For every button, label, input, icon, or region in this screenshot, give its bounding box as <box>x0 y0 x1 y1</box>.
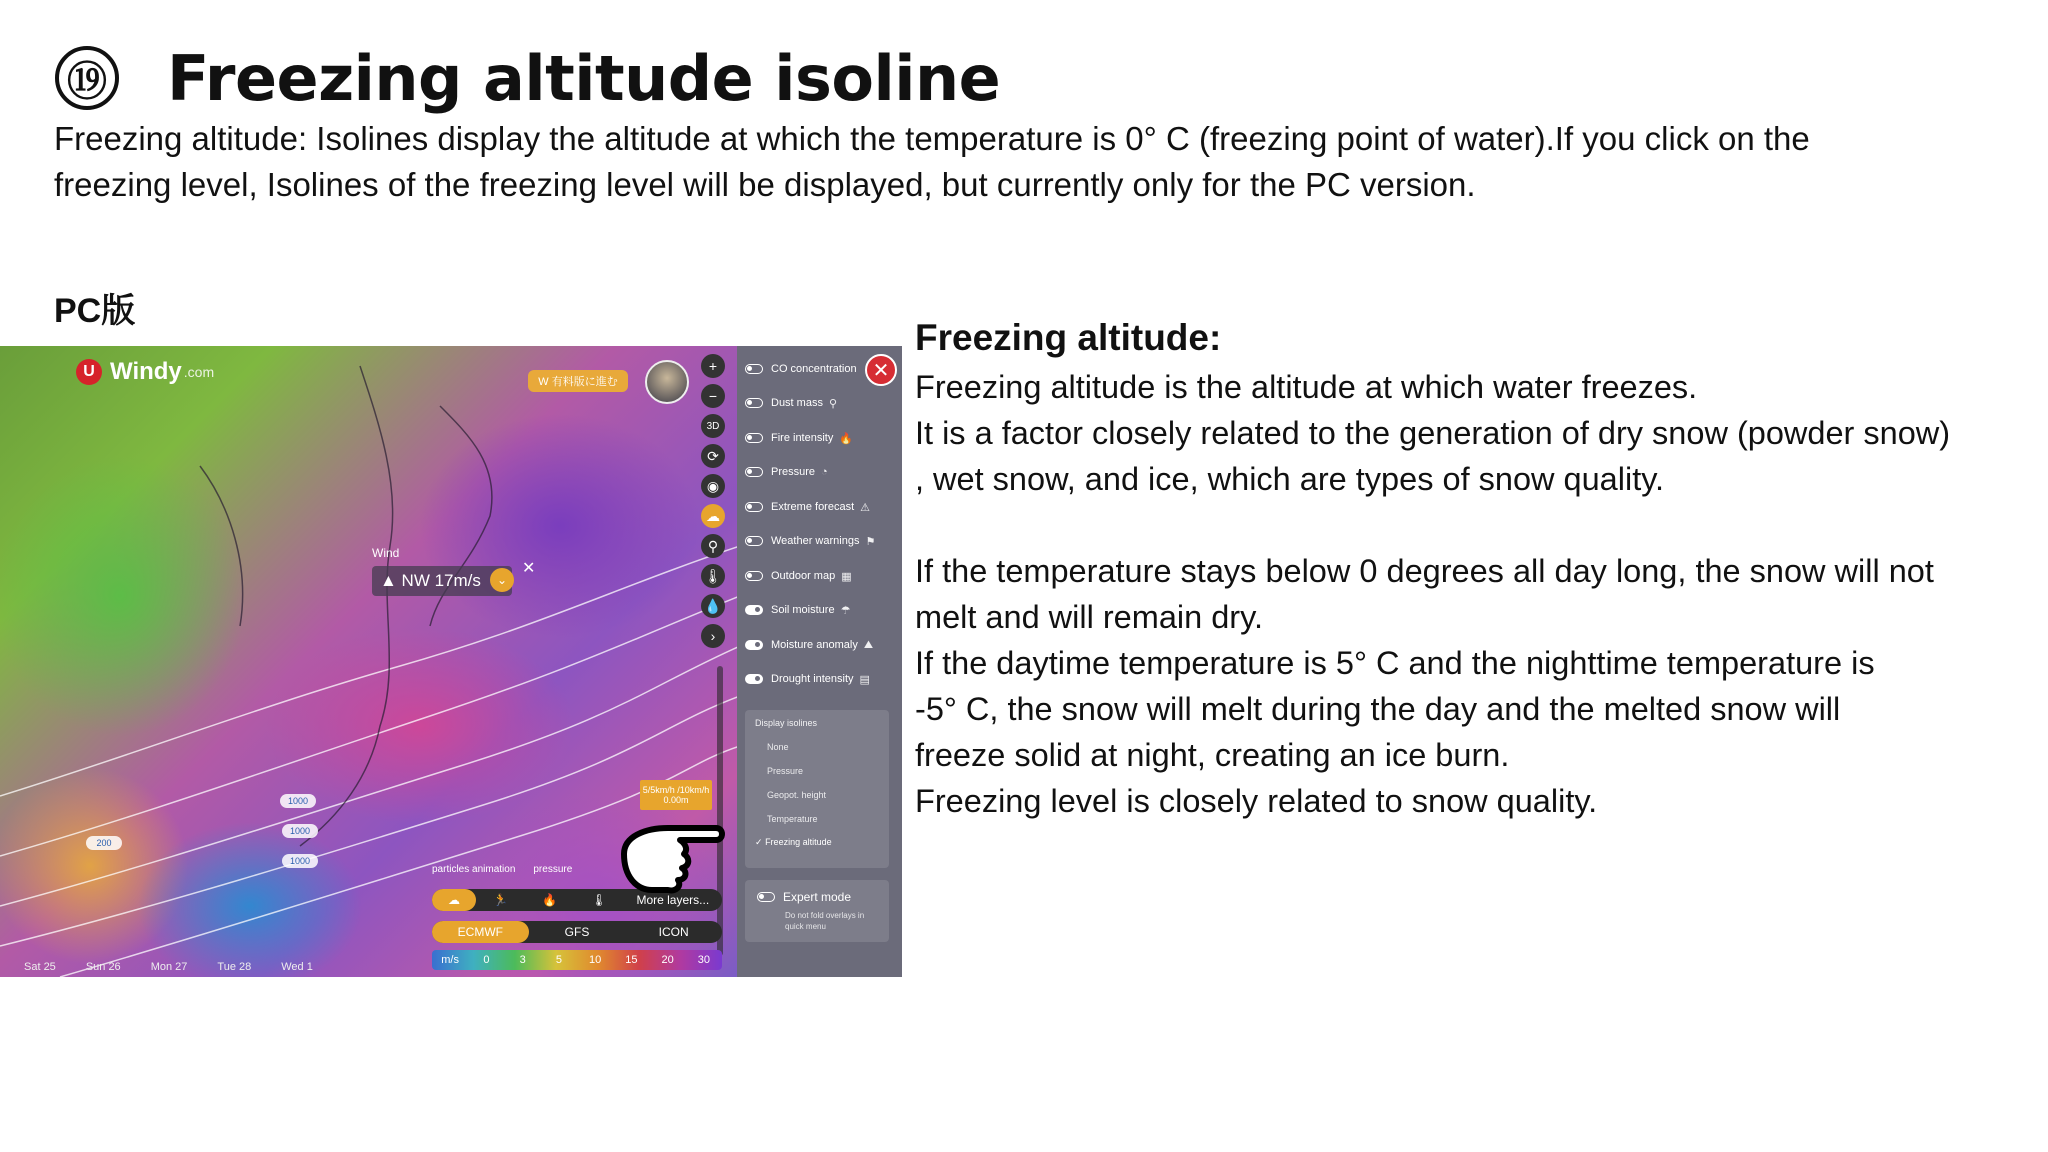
user-avatar[interactable] <box>645 360 689 404</box>
scale-value: 15 <box>625 954 638 966</box>
map-options <box>432 864 572 875</box>
pressure-toggle[interactable]: pressure <box>533 864 573 875</box>
isoline-label: 1000 <box>282 824 318 838</box>
model-icon[interactable]: ICON <box>658 925 689 939</box>
toggle-icon <box>745 364 763 374</box>
chevron-right-icon[interactable]: › <box>701 624 725 648</box>
intro-line: Freezing altitude: Isolines display the altitude at which the temperature is 0° C (freezing point of water).If you click on the <box>54 120 1810 157</box>
dust-icon: ⚲ <box>828 397 838 410</box>
isoline-option-pressure[interactable]: Pressure <box>767 766 804 776</box>
pin-icon[interactable]: ⚲ <box>701 534 725 558</box>
explanation-line: melt and will remain dry. <box>915 599 1263 635</box>
cloud-icon[interactable]: ☁ <box>432 889 476 911</box>
slide-title <box>55 38 1000 118</box>
windy-logo[interactable] <box>76 358 214 386</box>
explanation-heading: Freezing altitude: <box>915 317 1222 358</box>
model-ecmwf[interactable]: ECMWF <box>432 921 529 943</box>
toggle-icon <box>745 605 763 615</box>
refresh-icon[interactable]: ⟳ <box>701 444 725 468</box>
timeline[interactable] <box>0 961 454 977</box>
menu-item-outdoor-map[interactable] <box>745 563 852 589</box>
gauge-icon: ◔ <box>821 466 828 478</box>
menu-item-drought-intensity[interactable] <box>745 666 870 692</box>
menu-item-label: Extreme forecast <box>771 501 855 513</box>
menu-item-moisture-anomaly[interactable] <box>745 632 873 658</box>
zoom-out-button[interactable]: − <box>701 384 725 408</box>
isoline-option-none[interactable]: None <box>767 742 789 752</box>
flag-icon: ⚑ <box>865 535 876 548</box>
menu-item-label: Outdoor map <box>771 570 836 582</box>
windy-logo-icon: U <box>76 359 102 385</box>
fire-icon: 🔥 <box>839 432 854 445</box>
isoline-option-freezing-altitude[interactable] <box>755 837 832 848</box>
menu-item-dust-mass[interactable] <box>745 390 837 416</box>
pc-version-label: PC版 <box>54 292 136 330</box>
scale-unit: m/s <box>441 954 459 966</box>
isoline-option-label: Freezing altitude <box>765 837 832 847</box>
drop-icon[interactable]: 💧 <box>701 594 725 618</box>
warning-icon: ⚠ <box>860 501 871 514</box>
explanation-line: freeze solid at night, creating an ice burn. <box>915 737 1510 773</box>
3d-button[interactable]: 3D <box>701 414 725 438</box>
menu-item-label: Dust mass <box>771 397 823 409</box>
map-scrollbar[interactable] <box>717 666 723 956</box>
runner-icon[interactable]: 🏃 <box>493 893 509 907</box>
explanation-line: -5° C, the snow will melt during the day and the melted snow will <box>915 691 1841 727</box>
timeline-day[interactable]: Tue 28 <box>217 961 252 973</box>
menu-item-label: CO concentration <box>771 363 857 375</box>
weather-map[interactable] <box>0 346 740 977</box>
scale-value: 30 <box>697 954 710 966</box>
timeline-day[interactable]: Wed 1 <box>281 961 313 973</box>
explanation-line: Freezing altitude is the altitude at which water freezes. <box>915 369 1698 405</box>
scale-value: 20 <box>661 954 674 966</box>
thermometer-icon[interactable]: 🌡 <box>701 564 725 588</box>
pointing-hand-icon <box>616 814 726 894</box>
wind-label: Wind <box>372 546 400 560</box>
timeline-day[interactable]: Sun 26 <box>85 961 121 973</box>
color-scale <box>432 950 722 970</box>
title-number: ⑲ <box>55 46 119 110</box>
isoline-label: 200 <box>86 836 122 850</box>
menu-item-label: Pressure <box>771 466 816 478</box>
toggle-icon <box>745 674 763 684</box>
premium-button[interactable]: W 有料版に進む <box>528 370 628 392</box>
close-icon[interactable]: ✕ <box>522 560 536 577</box>
menu-item-weather-warnings[interactable] <box>745 528 875 554</box>
menu-item-pressure[interactable] <box>745 459 828 485</box>
toggle-icon <box>745 467 763 477</box>
explanation-line: Freezing level is closely related to snow quality. <box>915 783 1598 819</box>
timeline-day[interactable]: Mon 27 <box>150 961 188 973</box>
explanation-line: , wet snow, and ice, which are types of snow quality. <box>915 461 1665 497</box>
menu-item-label: Moisture anomaly <box>771 639 858 651</box>
windy-logo-text: Windy <box>110 358 182 385</box>
menu-item-label: Fire intensity <box>771 432 834 444</box>
expert-mode-toggle[interactable] <box>757 890 851 904</box>
mountain-icon: ⛰ <box>863 638 874 651</box>
toggle-icon <box>757 892 775 902</box>
drought-icon: ▤ <box>859 673 870 686</box>
intro-line: freezing level, Isolines of the freezing level will be displayed, but currently only for the PC version. <box>54 166 1476 203</box>
model-selector <box>432 921 722 943</box>
toggle-icon <box>745 640 763 650</box>
menu-item-soil-moisture[interactable] <box>745 597 850 623</box>
menu-item-co-concentration[interactable] <box>745 356 857 382</box>
menu-item-fire-intensity[interactable] <box>745 425 853 451</box>
particles-toggle[interactable]: particles animation <box>432 864 516 875</box>
thermometer-icon[interactable]: 🌡 <box>591 893 607 907</box>
soil-icon: ☂ <box>840 604 851 617</box>
title-text: Freezing altitude isoline <box>167 41 1001 115</box>
explanation-text <box>915 312 2040 824</box>
intro-text <box>54 116 2004 208</box>
menu-item-label: Soil moisture <box>771 604 835 616</box>
zoom-in-button[interactable]: + <box>701 354 725 378</box>
toggle-icon <box>745 502 763 512</box>
isolines-selector <box>745 710 889 868</box>
scale-value: 5 <box>555 954 562 966</box>
menu-item-extreme-forecast[interactable] <box>745 494 870 520</box>
map-icon: ▦ <box>841 570 852 583</box>
map-controls <box>700 354 726 648</box>
scale-value: 3 <box>519 954 526 966</box>
fire-icon[interactable]: 🔥 <box>542 893 558 907</box>
explanation-line: If the temperature stays below 0 degrees all day long, the snow will not <box>915 553 1934 589</box>
picker-info-box: 5/5km/h /10km/h 0.00m <box>640 780 712 810</box>
scale-value: 10 <box>589 954 602 966</box>
isoline-label: 1000 <box>282 854 318 868</box>
toggle-icon <box>745 536 763 546</box>
layers-menu-panel <box>737 346 902 977</box>
toggle-icon <box>745 433 763 443</box>
checkmark-icon: ✓ <box>755 837 763 847</box>
isoline-label: 1000 <box>280 794 316 808</box>
isoline-option-temperature[interactable]: Temperature <box>767 814 818 824</box>
close-icon[interactable]: ✕ <box>865 354 897 386</box>
expert-mode-label: Expert mode <box>783 890 852 904</box>
windy-screenshot <box>0 346 902 977</box>
explanation-line: If the daytime temperature is 5° C and the nighttime temperature is <box>915 645 1875 681</box>
isolines-title: Display isolines <box>755 718 818 728</box>
toggle-icon <box>745 398 763 408</box>
more-layers-button[interactable]: More layers... <box>636 893 710 907</box>
weather-icon[interactable]: ☁ <box>701 504 725 528</box>
menu-item-label: Weather warnings <box>771 535 860 547</box>
scale-value: 0 <box>483 954 490 966</box>
expert-mode-description: Do not fold overlays in quick menu <box>785 911 865 931</box>
target-icon[interactable]: ◉ <box>701 474 725 498</box>
menu-item-label: Drought intensity <box>771 673 854 685</box>
wind-readout: ▲ NW 17m/s <box>372 566 512 596</box>
expert-mode[interactable] <box>745 880 889 942</box>
chevron-down-icon[interactable]: ⌄ <box>490 568 514 592</box>
timeline-day[interactable]: Sat 25 <box>24 961 56 973</box>
windy-logo-suffix: .com <box>183 364 215 380</box>
isoline-option-geopotential[interactable]: Geopot. height <box>767 790 827 800</box>
toggle-icon <box>745 571 763 581</box>
explanation-line: It is a factor closely related to the generation of dry snow (powder snow) <box>915 415 1951 451</box>
model-gfs[interactable]: GFS <box>564 925 590 939</box>
